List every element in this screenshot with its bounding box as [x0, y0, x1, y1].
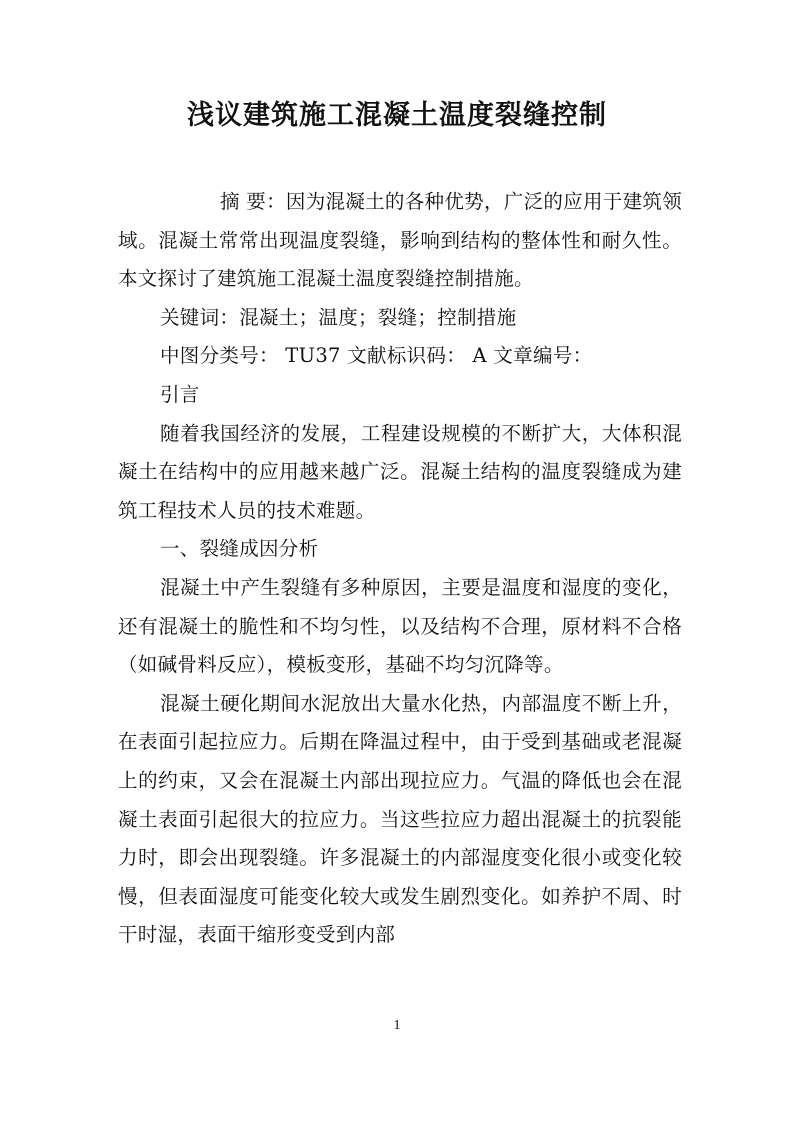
document-body	[118, 183, 682, 955]
section1-paragraph2: 混凝土硬化期间水泥放出大量水化热，内部温度不断上升，在表面引起拉应力。后期在降温过程中，由于受到基础或老混凝上的约束，又会在混凝土内部出现拉应力。气温的降低也会在混凝土表面引起很大的拉应力。当这些拉应力超出混凝土的抗裂能力时，即会出现裂缝。许多混凝土的内部湿度变化很小或变化较慢，但表面湿度可能变化较大或发生剧烈变化。如养护不周、时干时湿，表面干缩形变受到内部	[118, 691, 682, 947]
document-title: 浅议建筑施工混凝土温度裂缝控制	[187, 100, 607, 131]
section1-heading: 一、裂缝成因分析	[160, 537, 319, 561]
section1-paragraph1: 混凝土中产生裂缝有多种原因，主要是温度和湿度的变化，还有混凝土的脆性和不均匀性，以及结构不合理，原材料不合格（如碱骨料反应），模板变形，基础不均匀沉降等。	[118, 575, 682, 677]
keywords-line: 关键词：混凝土；温度；裂缝；控制措施	[160, 305, 517, 329]
abstract-paragraph: 摘 要：因为混凝土的各种优势，广泛的应用于建筑领域。混凝土常常出现温度裂缝，影响到结构的整体性和耐久性。本文探讨了建筑施工混凝土温度裂缝控制措施。	[118, 190, 682, 291]
classification-line: 中图分类号： TU37 文献标识码： A 文章编号：	[160, 344, 593, 368]
intro-paragraph: 随着我国经济的发展，工程建设规模的不断扩大，大体积混凝土在结构中的应用越来越广泛。混凝土结构的温度裂缝成为建筑工程技术人员的技术难题。	[118, 421, 682, 522]
page-number: 1	[393, 1018, 401, 1033]
intro-heading: 引言	[160, 382, 200, 406]
